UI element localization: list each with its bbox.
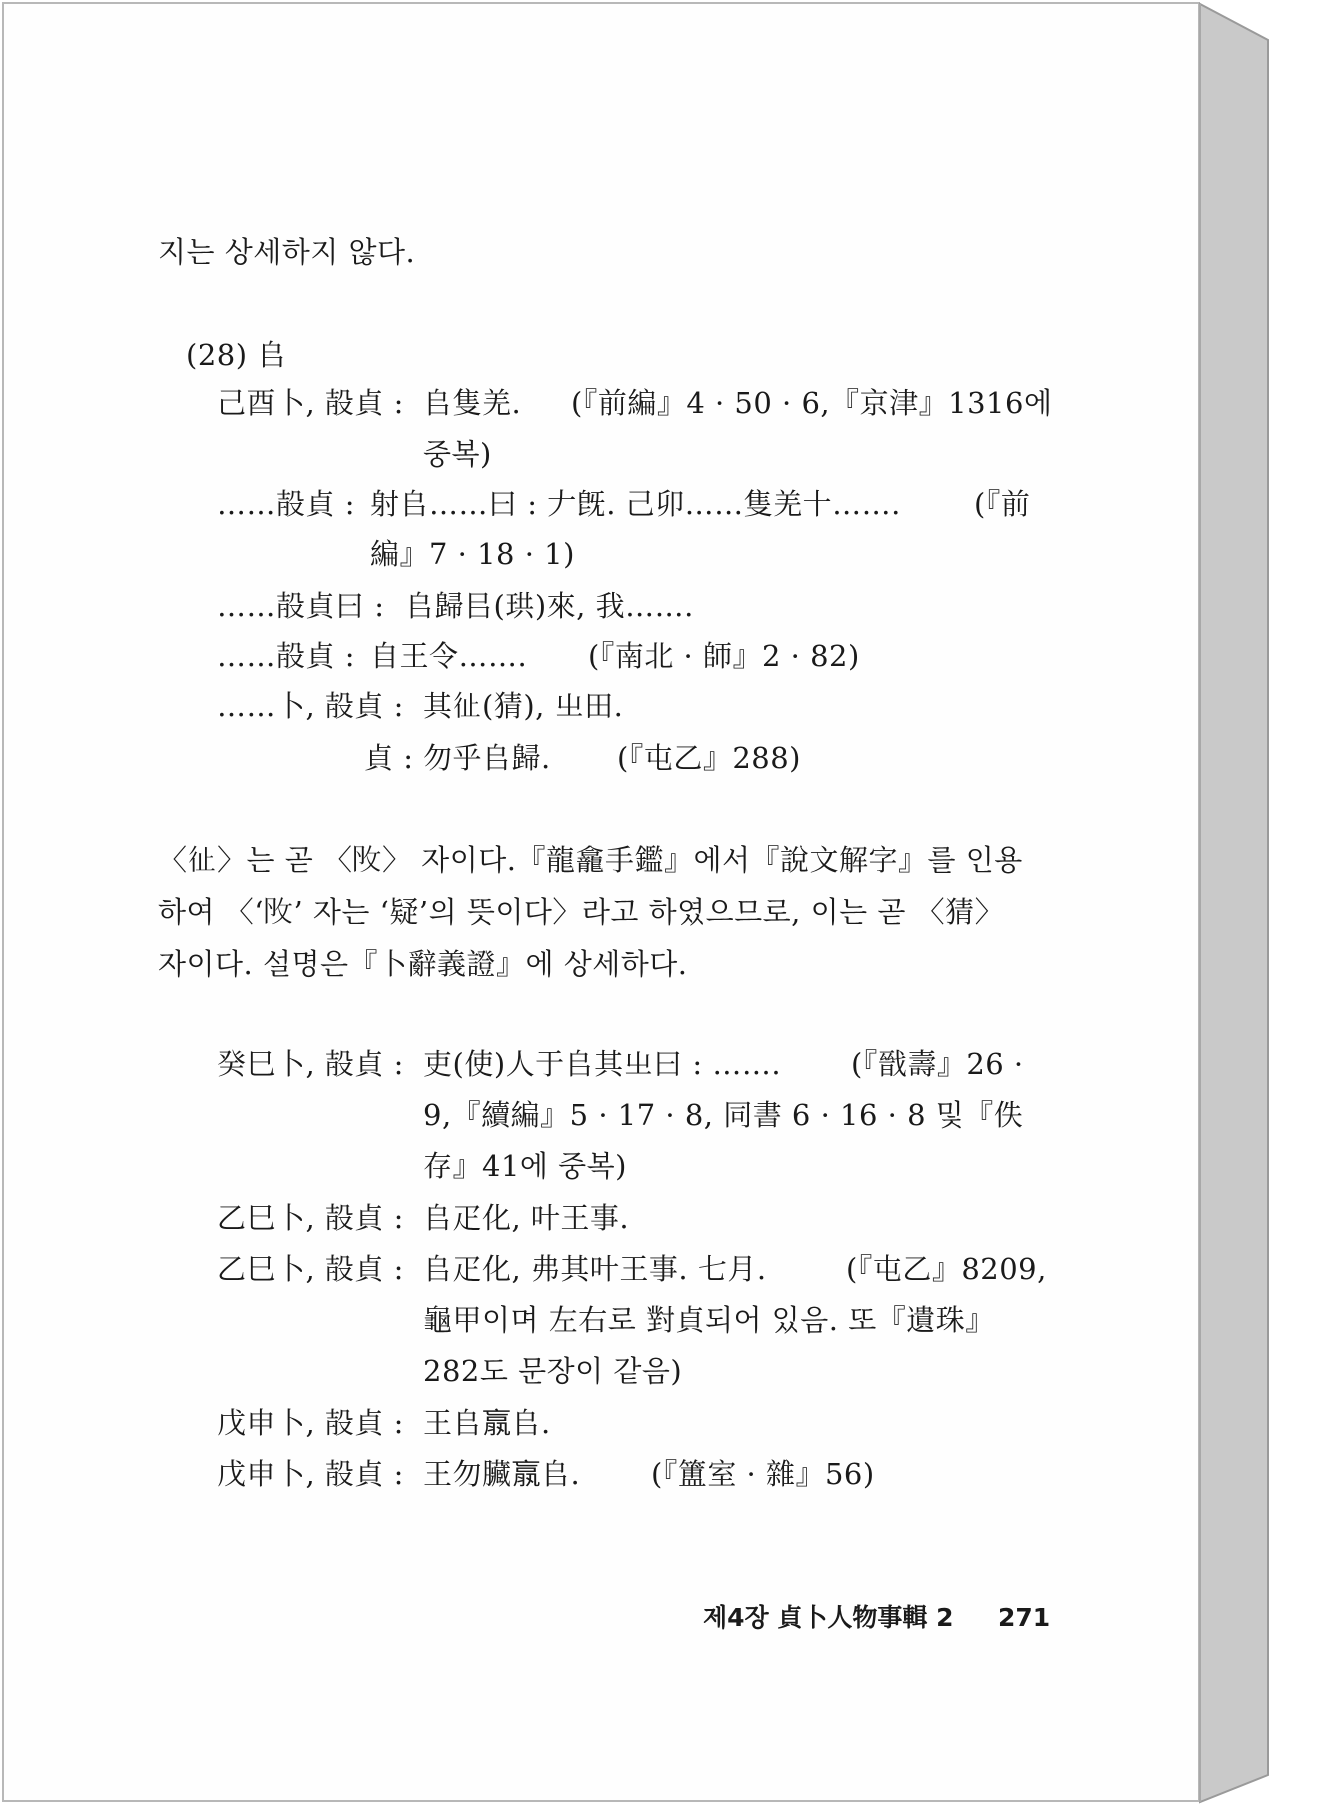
entry-text: 𠂤隻羌. [423,386,522,420]
entry-label: 癸巳卜, 㱿貞 : [217,1047,404,1081]
entry-label: ……㱿貞 : [217,487,355,521]
entry-text: 自王令……. [370,639,528,673]
entry-text: 王𠂤𣎆𠂤. [423,1406,551,1440]
entry-reference: 282도 문장이 같음) [423,1354,683,1388]
entry-text: 吏(使)人于𠂤其㞢曰 : ……. [423,1047,782,1081]
paragraph-line: 자이다. 설명은『卜辭義證』에 상세하다. [158,947,688,981]
entry-text: 王勿臟𣎆𠂤. [423,1457,581,1491]
entry-reference: 編』7 · 18 · 1) [370,537,575,571]
entry-label: 己酉卜, 㱿貞 : [217,386,404,420]
entry-reference: 龜甲이며 左右로 對貞되어 있음. 또『遺珠』 [423,1303,995,1337]
entry-label: 乙巳卜, 㱿貞 : [217,1201,404,1235]
page-number: 271 [998,1603,1051,1632]
entry-reference: (『南北 · 師』2 · 82) [588,639,860,673]
entry-text: 𠂤疋化, 弗其叶王事. 七月. [423,1252,767,1286]
paragraph-line: 〈𢓊〉는 곧 〈𢻮〉 자이다.『龍龕手鑑』에서『說文解字』를 인용 [158,843,1023,877]
entry-reference: (『簠室 · 雜』56) [651,1457,875,1491]
section-heading: (28) 𠂤 [186,338,287,372]
chapter-title: 제4장 貞卜人物事輯 2 [703,1603,954,1632]
entry-text: 勿乎𠂤歸. [423,741,551,775]
entry-label: ……㱿貞 : [217,639,355,673]
paragraph-line: 하여 〈‘𢻮’ 자는 ‘疑’의 뜻이다〉라고 하였으므로, 이는 곧 〈猜〉 [158,895,1005,929]
entry-label: 貞 : [364,741,414,775]
entry-label: 乙巳卜, 㱿貞 : [217,1252,404,1286]
intro-line: 지는 상세하지 않다. [158,235,416,269]
entry-reference: 중복) [423,437,492,471]
entry-label: 戊申卜, 㱿貞 : [217,1406,404,1440]
entry-text: 射𠂤……曰 : 𠂇旣. 己卯……隻羌十……. [370,487,901,521]
entry-label: 戊申卜, 㱿貞 : [217,1457,404,1491]
entry-label: ……㱿貞曰 : [217,589,385,623]
entry-text: 𠂤疋化, 叶王事. [423,1201,630,1235]
entry-reference: (『前 [974,487,1031,521]
entry-text: 𠂤歸㠯(珙)來, 我……. [405,589,694,623]
entry-text: 其𢓊(猜), 㞢田. [423,689,624,723]
entry-reference: (『戩壽』26 · [851,1047,1024,1081]
entry-reference: 9,『續編』5 · 17 · 8, 同書 6 · 16 · 8 및『佚 [423,1098,1024,1132]
explanation-paragraph [158,834,1036,990]
entry-label: ……卜, 㱿貞 : [217,689,404,723]
entry-reference: 存』41에 중복) [423,1149,627,1183]
entry-reference: (『屯乙』288) [617,741,801,775]
entry-reference: (『前編』4 · 50 · 6,『京津』1316에 [571,386,1053,420]
entry-reference: (『屯乙』8209, [846,1252,1047,1286]
